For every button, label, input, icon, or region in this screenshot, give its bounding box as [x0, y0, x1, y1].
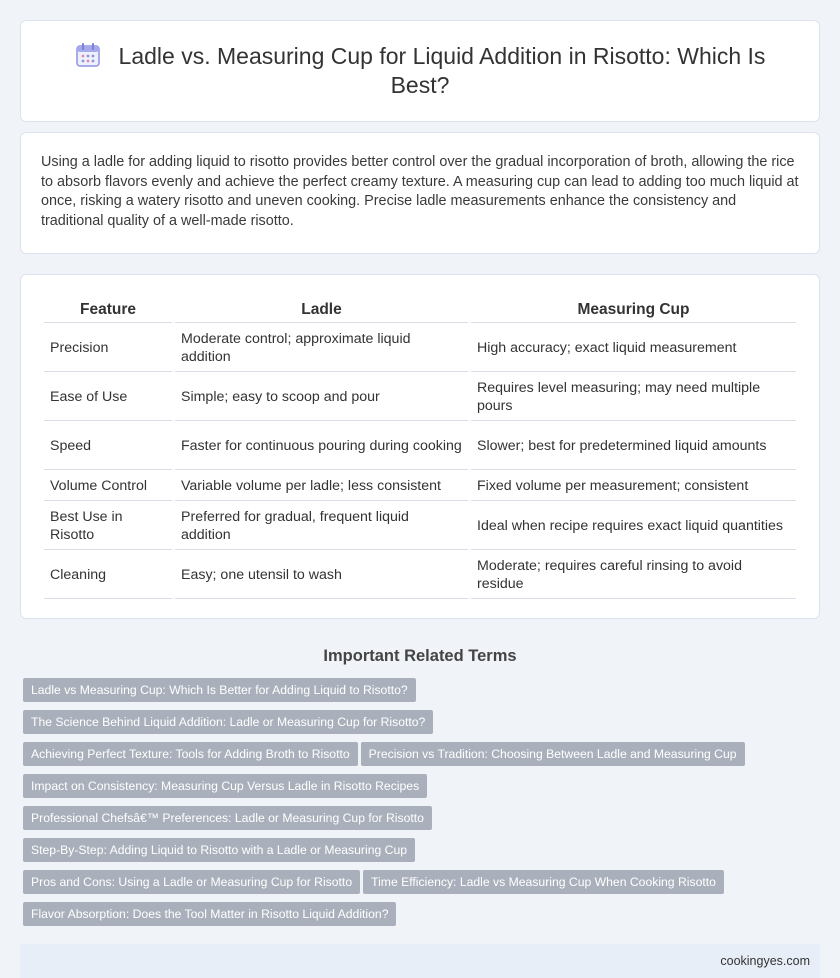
related-term-link[interactable]: Ladle vs Measuring Cup: Which Is Better for Adding Liquid to Risotto? — [23, 678, 416, 702]
table-header-row — [44, 296, 796, 323]
table-row — [44, 421, 796, 470]
cell-feature: Speed — [44, 421, 172, 470]
page-title — [70, 42, 770, 100]
related-term-link[interactable]: The Science Behind Liquid Addition: Ladle or Measuring Cup for Risotto? — [23, 710, 433, 734]
cell-ladle: Simple; easy to scoop and pour — [175, 372, 468, 421]
related-term-link[interactable]: Impact on Consistency: Measuring Cup Versus Ladle in Risotto Recipes — [23, 774, 427, 798]
table-row — [44, 470, 796, 501]
cell-ladle: Faster for continuous pouring during cooking — [175, 421, 468, 470]
related-terms-title: Important Related Terms — [323, 647, 517, 665]
header-ladle: Ladle — [175, 296, 468, 323]
cell-measuring-cup: Fixed volume per measurement; consistent — [471, 470, 796, 501]
cell-feature: Ease of Use — [44, 372, 172, 421]
table-row — [44, 323, 796, 372]
header-feature: Feature — [44, 296, 172, 323]
cell-ladle: Preferred for gradual, frequent liquid addition — [175, 501, 468, 550]
related-term-link[interactable]: Time Efficiency: Ladle vs Measuring Cup When Cooking Risotto — [363, 870, 724, 894]
cell-measuring-cup: Requires level measuring; may need multiple pours — [471, 372, 796, 421]
header-card — [20, 20, 820, 122]
cell-measuring-cup: Ideal when recipe requires exact liquid quantities — [471, 501, 796, 550]
page-title-text: Ladle vs. Measuring Cup for Liquid Addition in Risotto: Which Is Best? — [118, 43, 766, 98]
cell-measuring-cup: Slower; best for predetermined liquid amounts — [471, 421, 796, 470]
table-row — [44, 501, 796, 550]
cell-ladle: Variable volume per ladle; less consistent — [175, 470, 468, 501]
cell-measuring-cup: High accuracy; exact liquid measurement — [471, 323, 796, 372]
header-measuring-cup: Measuring Cup — [471, 296, 796, 323]
related-term-link[interactable]: Step-By-Step: Adding Liquid to Risotto with a Ladle or Measuring Cup — [23, 838, 415, 862]
table-row — [44, 550, 796, 599]
cell-measuring-cup: Moderate; requires careful rinsing to avoid residue — [471, 550, 796, 599]
footer — [20, 944, 820, 978]
intro-card — [20, 132, 820, 254]
related-terms-list — [0, 678, 840, 934]
table-row — [44, 372, 796, 421]
related-term-link[interactable]: Flavor Absorption: Does the Tool Matter in Risotto Liquid Addition? — [23, 902, 396, 926]
related-term-link[interactable]: Pros and Cons: Using a Ladle or Measuring Cup for Risotto — [23, 870, 360, 894]
related-term-link[interactable]: Professional Chefsâ€™ Preferences: Ladle or Measuring Cup for Risotto — [23, 806, 432, 830]
calendar-icon — [75, 42, 101, 68]
cell-feature: Precision — [44, 323, 172, 372]
cell-feature: Volume Control — [44, 470, 172, 501]
cell-ladle: Easy; one utensil to wash — [175, 550, 468, 599]
intro-paragraph: Using a ladle for adding liquid to risotto provides better control over the gradual incorporation of broth, allowing the rice to absorb flavors evenly and achieve the perfect creamy texture. A measuring cup can lead to adding too much liquid at once, risking a watery risotto and uneven cooking. Precise ladle measurements enhance the consistency and traditional quality of a well-made risotto. — [41, 154, 799, 229]
comparison-table-card — [20, 274, 820, 619]
cell-feature: Best Use in Risotto — [44, 501, 172, 550]
cell-feature: Cleaning — [44, 550, 172, 599]
related-term-link[interactable]: Precision vs Tradition: Choosing Between Ladle and Measuring Cup — [361, 742, 745, 766]
cell-ladle: Moderate control; approximate liquid addition — [175, 323, 468, 372]
footer-site-name[interactable]: cookingyes.com — [720, 954, 810, 968]
related-term-link[interactable]: Achieving Perfect Texture: Tools for Adding Broth to Risotto — [23, 742, 358, 766]
comparison-table — [41, 296, 799, 599]
